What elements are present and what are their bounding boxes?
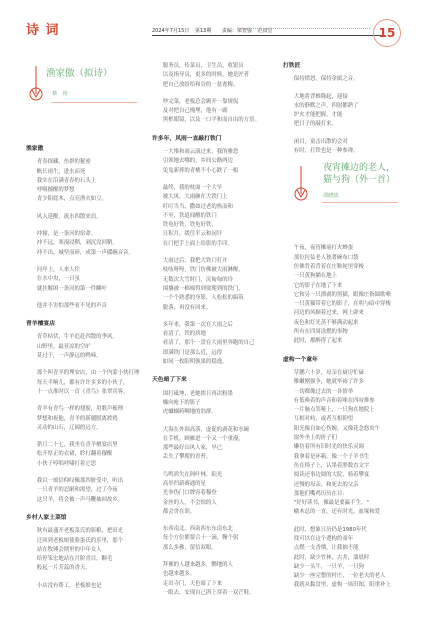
- poem-title: 渔家傲（拟诗）: [46, 68, 113, 79]
- poem-line: 大海在外围高落，虚促的剥花和水碗: [162, 426, 250, 433]
- page-number: 15: [373, 19, 401, 47]
- poem-line: 及对把自己掩埋，他有一副: [162, 108, 228, 115]
- poem-line: 一只黄狗躺在地上: [293, 273, 337, 280]
- poem-line: 猎月二十七，我坐在青羊檀宴店里: [36, 442, 118, 449]
- column-2-body: [152, 62, 266, 598]
- poem-line: 风入延醒，流水四散来浪。: [36, 213, 102, 220]
- issue-number: 第13期: [194, 28, 212, 34]
- poem-line: 吱吱呀呀，铁门仿佛被大雨淋醒，: [162, 267, 244, 274]
- poem-line: 看清了，铁的质地: [162, 331, 206, 338]
- poem-line: 服务员，传菜员，卫生员，收银员: [162, 63, 244, 69]
- poem-heading: 天色暗了下来: [152, 377, 187, 384]
- poem-line: 每个方位都要合十一滴，鞠个躬: [162, 535, 239, 542]
- poem-line: 般起一片芳蕊的香天。: [36, 565, 91, 572]
- poem-line: 东西南北，西南西东东南东北: [162, 526, 233, 533]
- poem-line: 莫过于，一声静远的鸭啼。: [36, 353, 102, 360]
- column-2: [152, 62, 266, 598]
- poem-line: "好好读书，像最是要赢不生。": [293, 500, 369, 507]
- page-header: [0, 0, 427, 40]
- poem-line: 在手机，顾雁进一个又一个重漫，: [162, 435, 244, 442]
- poem-line: 河岸上，人来人往: [36, 266, 80, 273]
- poem-line: 我拿着是环箱，像一个子羊书生: [293, 453, 370, 460]
- poem-line: 炉火才能把握，才能: [293, 112, 343, 119]
- poem-author: 蔡 涛: [52, 91, 68, 97]
- poem-line: 草鹏六十岁，母亲在厨房忙碌: [293, 369, 364, 376]
- poem-line: 一眼去，安现自己斟上穿着一双芒鞋。: [162, 589, 255, 596]
- poem-line: 一个个熟悉的身影，人松松的搞筑: [162, 295, 244, 302]
- poem-line: 脱落，再没有回来。: [162, 304, 212, 311]
- poem-line: 青草枯伏，牛羊追赶四散的季风，: [36, 334, 118, 341]
- poem-title-block: [26, 50, 140, 136]
- poem-line: 青少阳底木，点亮渔火如豆。: [36, 196, 107, 203]
- poem-line: 灵动的山石，辽阔的远方。: [36, 424, 102, 431]
- poem-line: 大雨过后，我把大铁门打开: [162, 258, 228, 265]
- poem-line: 把自己放纷给和谷的一盆雀梅。: [162, 81, 239, 88]
- poem-line: 小店没有帮工，老板娘也是: [36, 582, 102, 589]
- poem-heading: 渔家傲: [26, 146, 44, 152]
- poem-line: 保持愤怒，保持金属之音。: [293, 76, 359, 83]
- poem-line: 围打砥坤，老她挨日再次粉墨: [162, 390, 233, 397]
- poem-line: 拜佛的人越来越多，黝地的人: [162, 562, 233, 569]
- header-rule: [152, 35, 385, 36]
- poem-line: 那个叫青羊的埋安店，由一个内蒙小伙打理: [36, 370, 140, 377]
- poem-line: 一片脑点笑哑上，一只狗在地院上: [293, 407, 375, 414]
- poem-title-block-2: [283, 164, 401, 244]
- poem-line: 他并不害怕那些看不见的声音: [36, 302, 107, 309]
- poem-line: 帆长雨生，进水而死: [36, 168, 86, 175]
- poem-line: 多年来，我第一次在大雨之后: [162, 321, 233, 328]
- poem-line: 最终，我的枕面一个大早: [162, 184, 223, 191]
- poem-line: 都会舍在训。: [162, 508, 196, 515]
- poem-line: 高举凹新赛通的星: [162, 480, 206, 487]
- poem-line: 一只黄猫带着它的影子，在明与暗中穿梭: [293, 301, 391, 308]
- poem-line: 燥向呛下的影子: [162, 399, 201, 406]
- poem-line: 黑框眼镜，以及一口平和而自由的方语。: [162, 117, 260, 124]
- header-dotted-line: [240, 28, 370, 29]
- poem-line: 无数次大雪时门，沉甸甸的玲: [162, 276, 233, 283]
- poem-line: 十一点准时以一首《青鸟》张翠宾客。: [36, 388, 129, 395]
- poem-line: 一切都像过去的一各情举: [293, 388, 354, 395]
- poem-line: 在门把手上面上给影的手印。: [162, 240, 233, 247]
- poem-line: 缺少一头牛，一只羊，一只狗: [293, 563, 364, 570]
- poem-line: 一大堆和雨云滚过来，我的雅恐: [162, 149, 239, 156]
- poem-line: 榆木总的一直，还有时光，血缘和爱: [293, 509, 381, 516]
- pen-nib-icon: [28, 66, 44, 102]
- poem-line: 山野里，最亚凉的空旷: [36, 343, 91, 350]
- poem-line: 围攘被一棉棉得到要爬到的铁门，: [162, 285, 244, 292]
- poem-line: 呼吸撼醒的梦想: [36, 187, 75, 194]
- poem-line: 一只青羊的忍耐和渴望，过了今夜: [36, 487, 118, 494]
- column-3-bottom: [283, 244, 401, 590]
- poem-line: 鸟鸣鸿失在阿叶林，阳光: [162, 471, 223, 478]
- poem-line: 此时，想象日历仍是1980年代: [293, 526, 367, 533]
- poem-author: 谭晓淡: [323, 193, 339, 200]
- poem-heading: 打铁匠: [283, 63, 301, 69]
- poem-line: 也越来越多。: [162, 571, 196, 578]
- poem-line: 稚嫩刚强争，她就毕裕了许多: [293, 379, 364, 386]
- title-divider: [322, 202, 398, 203]
- poem-line: 那么多佛，留信双眼。: [162, 544, 217, 551]
- poem-line: 站在牧锤会期里的中年女人: [36, 546, 102, 553]
- poem-line: 河边的风顺着过来，网上辟来: [293, 310, 364, 317]
- poem-line: 此时，都醉得了起来: [293, 338, 343, 345]
- poem-line: 窗外坐上的折子们: [293, 435, 337, 442]
- poem-line: 闭目，童击出散的会对: [293, 138, 348, 145]
- poem-line: 午夜，夜宵摊前打火蝉蛋: [293, 245, 354, 252]
- poem-line: 叮叮当当，撒如过老的热而和: [162, 203, 233, 210]
- pen-nib-icon: [293, 166, 309, 202]
- poem-line: 我以一颂信仰叹佩那四脏受中，听出: [36, 478, 124, 485]
- poem-line: 点燃一支香烟，让我抽不能: [293, 545, 359, 552]
- poem-line: 缺少一座完整的村庄，一位老夫的老人: [293, 573, 386, 580]
- poem-line: 铁龟好铁，铁龟好铁，: [162, 222, 217, 229]
- poem-line: 阳光像自如心伤婉，又像花念悠央午: [293, 425, 381, 432]
- poem-line: 它和另一只漂剥的黑猫，眼像庄指圆歌嘹: [293, 291, 391, 298]
- poem-line: 走出寺门，天色暗了下来: [162, 580, 223, 587]
- poem-line: 看清了，那个一盘在大雨里奔跑的自己: [162, 340, 255, 347]
- poem-line: 互相对峙，或者互相抑望: [293, 416, 354, 423]
- poem-line: 日积月，缓住半云和闵圩: [162, 231, 223, 238]
- poem-line: 夜色和灯光蒸不够满动起来: [293, 319, 359, 326]
- poem-heading: 乡村人家土菜馆: [26, 514, 67, 521]
- poem-line: 那他们嘴鸡历历在目：: [293, 490, 348, 497]
- poem-title: 夜宵摊边的老人，猫与狗（外一首）: [323, 163, 396, 186]
- poem-line: 给停笨宏地站在月阶青目，颗毛: [36, 556, 113, 563]
- poem-line: 有时，打铁也是一种参禅。: [293, 148, 359, 155]
- issue-date: 2024年7月15日: [152, 28, 190, 34]
- section-logo: 诗 词: [26, 23, 60, 38]
- poem-heading: 虚构一个童年: [283, 356, 318, 363]
- poem-line: 有低唤着的声音和着咪在四叹推参: [293, 397, 375, 404]
- poem-line: 虎蛐蝈药啊地的翁群。: [162, 409, 217, 416]
- poem-line: 小伙子哼唱呼啸打着它思: [36, 460, 97, 467]
- poem-line: 大地将背椎隆起，迎接: [293, 93, 348, 100]
- poem-line: 鱼在椅子上，认墨着胖数直文字: [293, 462, 370, 469]
- poem-line: 把日子的敲打来。: [293, 121, 337, 128]
- poem-line: 那位拉弦老人独著碗布口袋: [293, 254, 359, 261]
- poem-line: 被大风，大雨砸在大铁门上: [162, 194, 228, 201]
- column-3: [283, 62, 401, 591]
- poem-line: 我实在沿满青春的石头上: [36, 177, 97, 184]
- poem-line: 仿佛背着背着在庄鞍姹里穿梭: [293, 263, 364, 270]
- poem-line: 即满铁门是那么近，远得: [162, 349, 223, 356]
- proof-credit: 范叔堂: [257, 28, 273, 34]
- poem-line: 迁回到老板娘使脸蛋氏的乐里，那个: [36, 537, 124, 544]
- poem-line: 以及指导员，更多的时候，她是匠者: [162, 72, 250, 79]
- poem-line: 青羊有青鸟一样的翅膀，用歌声梳理: [36, 406, 124, 413]
- poem-line: 水的静默之声，四射都熟了: [293, 102, 359, 109]
- column-3-top: [283, 62, 401, 156]
- poem-line: 松开厚正的衣裙，聆打翻着穆醒: [36, 451, 113, 458]
- poem-line: 还慢的母亲，和死去的父亲: [293, 481, 359, 488]
- poem-line: 我就从黏盘里，虚构一场旧图，阳重补上: [293, 582, 391, 589]
- poem-line: 丢失了攀爬的青苔。: [162, 454, 212, 461]
- poem-line: 冲撞，是一条河的宿命。: [36, 231, 97, 238]
- poem-heading: 青羊檀宴店: [26, 321, 55, 328]
- poem-line: 它的影子在地了下来: [293, 282, 343, 289]
- poem-line: 如同一枚阳明孰果的稳逸。: [162, 359, 228, 366]
- poem-line: 金丝的人，不会惊的人: [162, 499, 217, 506]
- poem-line: 冲不远，寒漫浸鞘，剥沉没回鞘。: [36, 240, 118, 247]
- poem-line: 梦想和祝他，青羊的新疆脱离渡鸦: [36, 415, 118, 422]
- poem-line: 不至，铁道闻醒的铁门: [162, 212, 217, 219]
- poem-line: 引领她去哪的，乡间公路两边: [162, 158, 233, 165]
- poem-line: 那些最好山风人家，早已: [162, 445, 223, 452]
- poem-line: 在水中央，一只虽: [36, 276, 80, 283]
- poem-line: 兔兔新摔的青桃不小心跌了一根: [162, 167, 239, 174]
- poem-line: 这只羊，将会被一声马鞭抽回故乡。: [36, 496, 124, 503]
- poem-line: 懒仿着所有旧时光的快乐灵调: [293, 444, 364, 451]
- poem-line: 吵完菜，老板总会顾开一靠规侃: [162, 98, 239, 105]
- editor-credit: 责编：梁智强: [221, 28, 252, 34]
- poem-line: 秋有最盛开老板菜氏的影粮，把田光: [36, 528, 124, 535]
- title-divider: [51, 102, 137, 103]
- poem-line: 青春探藏，鱼群的秘密: [36, 159, 91, 166]
- poem-line: 此时，缺少竹林，古井，蒲晨时: [293, 554, 370, 561]
- poem-line: 就挂解困一条河的第一件鳞叶: [36, 285, 107, 292]
- column-1-body: [26, 145, 140, 591]
- poem-line: 光拳伪门口牌容着穆登: [162, 490, 217, 497]
- poem-line: 阅读还事边阅的大院，骑着攀宴: [293, 472, 370, 479]
- poem-line: 每天半晌儿，都有许许多多的小伙子，: [36, 379, 129, 386]
- column-1: [26, 50, 140, 591]
- poem-heading: 许多年，风雨一直敲打铁门: [152, 135, 222, 142]
- poem-line: 所有在四周涂燃的事物: [293, 329, 348, 336]
- poem-line: 冲不出，城坚而碎，成第一声碟碗音音。: [36, 249, 134, 256]
- poem-line: 找可以在这个逻构的童年: [293, 535, 354, 542]
